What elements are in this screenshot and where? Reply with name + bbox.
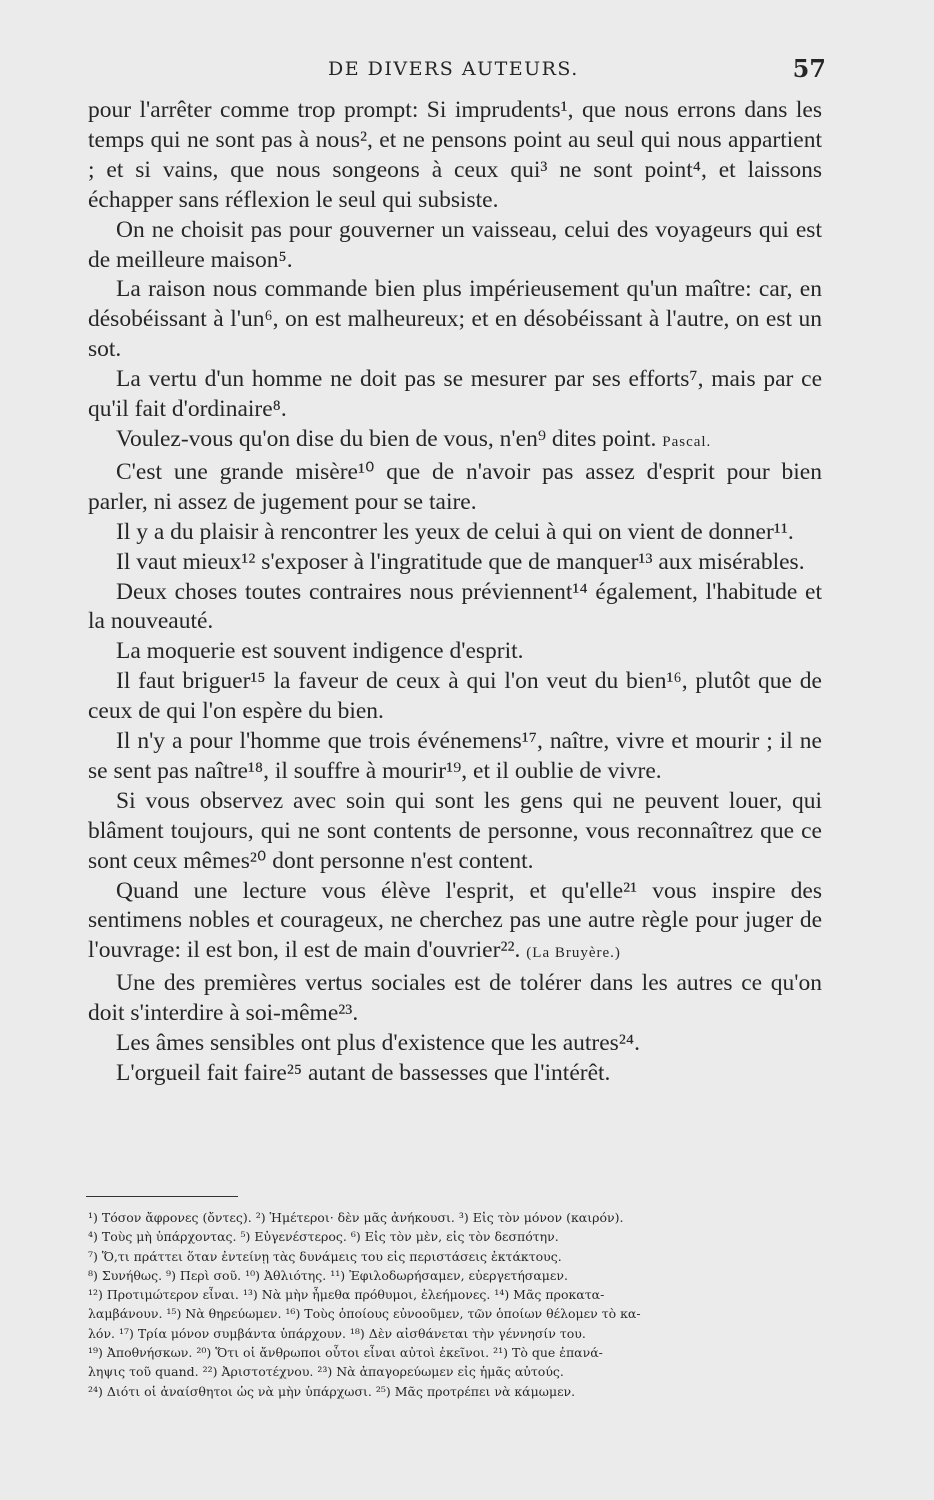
paragraph-16: Les âmes sensibles ont plus d'existence que les autres²⁴. [116,1030,640,1057]
footnote-line: ⁷) Ὅ,τι πράττει ὅταν ἐντείνῃ τὰς δυνάμεις του εἰς περιστάσεις ἐκτάκτους. [88,1248,562,1264]
footnote-line: λαμβάνουν. ¹⁵) Νὰ θηρεύωμεν. ¹⁶) Τοὺς ὁποίους εὐνοοῦμεν, τῶν ὁποίων θέλομεν τὸ κα- [88,1306,641,1322]
paragraph-5 [88,425,822,458]
paragraph-14 [88,877,822,970]
footnote-line: ¹) Τόσον ἄφρονες (ὄντες). ²) Ἡμέτεροι· δὲν μᾶς ἀνήκουσι. ³) Εἰς τὸν μόνον (καιρόν). [88,1210,624,1225]
footnotes [88,1208,822,1401]
footnote-line: ²⁴) Διότι οἱ ἀναίσθητοι ὡς νὰ μὴν ὑπάρχωσι. ²⁵) Μᾶς προτρέπει νὰ κάμωμεν. [88,1383,576,1399]
paragraph-6: C'est une grande misère¹⁰ que de n'avoir pas assez d'esprit pour bien parler, ni assez de jugement pour se taire. [88,458,822,515]
paragraph-15: Une des premières vertus sociales est de tolérer dans les autres ce qu'on doit s'interdire à soi-même²³. [88,970,822,1027]
paragraph-11: Il faut briguer¹⁵ la faveur de ceux à qui l'on veut du bien¹⁶, plutôt que de ceux de qui l'on espère du bien. [88,668,822,725]
paragraph-4: La vertu d'un homme ne doit pas se mesurer par ses efforts⁷, mais par ce qu'il fait d'ordinaire⁸. [88,366,822,423]
paragraph-17: L'orgueil fait faire²⁵ autant de bassesses que l'intérêt. [116,1060,611,1086]
footnote-line: ⁴) Τοὺς μὴ ὑπάρχοντας. ⁵) Εὐγενέστερος. ⁶) Εἰς τὸν μὲν, εἰς τὸν δεσπότην. [88,1229,559,1245]
paragraph-3: La raison nous commande bien plus impérieusement qu'un maître: car, en désobéissant à l'un⁶, on est malheureux; et en désobéissant à l'autre, on est un sot. [88,276,822,363]
paragraph-5-text: Voulez-vous qu'on dise du bien de vous, n'en⁹ dites point. [116,425,657,452]
paragraph-10: La moquerie est souvent indigence d'esprit. [116,638,524,665]
footnote-line: ⁸) Συνήθως. ⁹) Περὶ σοῦ. ¹⁰) Ἀθλιότης. ¹¹) Ἐφιλοδωρήσαμεν, εὐεργετήσαμεν. [88,1267,568,1283]
footnote-line: ¹²) Προτιμώτερον εἶναι. ¹³) Νὰ μὴν ἦμεθα πρόθυμοι, ἐλεήμονες. ¹⁴) Μᾶς προκατα- [88,1287,605,1303]
paragraph-14-text: Quand une lecture vous élève l'esprit, et qu'elle²¹ vous inspire des sentimens nobles et courageux, ne cherchez pas une autre règle pour juger de l'ouvrage: il est bon, il est de main d'ouvrier²². [88,877,822,964]
page-header [88,52,826,88]
main-text [88,96,822,1089]
attribution-pascal: Pascal. [662,433,712,450]
footnote-rule [86,1196,238,1197]
footnote-line: ληψις τοῦ quand. ²²) Ἀριστοτέχνου. ²³) Νὰ ἀπαγορεύωμεν εἰς ἡμᾶς αὐτούς. [88,1364,564,1380]
paragraph-13: Si vous observez avec soin qui sont les gens qui ne peuvent louer, qui blâment toujours, qui ne sont contents de personne, vous reconnaîtrez que ce sont ceux mêmes²⁰ dont personne n'est content. [88,787,822,874]
page-number: 57 [792,54,826,83]
footnote-line: ¹⁹) Ἀποθνήσκων. ²⁰) Ὅτι οἱ ἄνθρωποι οὗτοι εἶναι αὐτοὶ ἐκεῖνοι. ²¹) Τὸ que ἐπανά- [88,1345,603,1361]
running-head: DE DIVERS AUTEURS. [328,58,579,80]
paragraph-7: Il y a du plaisir à rencontrer les yeux de celui à qui on vient de donner¹¹. [116,518,794,545]
paragraph-1: pour l'arrêter comme trop prompt: Si imprudents¹, que nous errons dans les temps qui ne sont pas à nous², et ne pensons point au seul qui nous appartient ; et si vains, que nous songeons à ceux qui³ ne sont point⁴, et laissons échapper sans réflexion le seul qui subsiste. [88,97,822,213]
attribution-la-bruyere: (La Bruyère.) [526,945,621,962]
paragraph-12: Il n'y a pour l'homme que trois événemens¹⁷, naître, vivre et mourir ; il ne se sent pas naître¹⁸, il souffre à mourir¹⁹, et il oublie de vivre. [88,728,822,784]
paragraph-9: Deux choses toutes contraires nous préviennent¹⁴ également, l'habitude et la nouveauté. [88,578,822,635]
paragraph-8: Il vaut mieux¹² s'exposer à l'ingratitude que de manquer¹³ aux misérables. [116,548,805,575]
footnote-line: λόν. ¹⁷) Τρία μόνον συμβάντα ὑπάρχουν. ¹⁸) Δὲν αἰσθάνεται τὴν γέννησίν του. [88,1325,586,1341]
paragraph-2: On ne choisit pas pour gouverner un vaisseau, celui des voyageurs qui est de meilleure maison⁵. [88,216,822,273]
